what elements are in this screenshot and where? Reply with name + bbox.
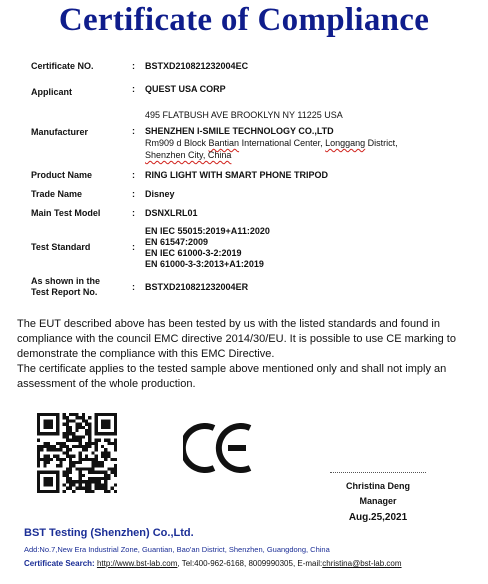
issuer-contact: Certificate Search: http://www.bst-lab.com, Tel:400-962-6168, 8009990305, E-mail:christina@bst-lab.com [24,559,402,568]
colon: : [132,61,135,71]
test-standard-item: EN IEC 55015:2019+A11:2020 [145,226,270,236]
signature-line [330,472,426,473]
test-report-value: BSTXD210821232004ER [145,282,249,292]
colon: : [132,208,135,218]
certificate-search-label: Certificate Search: [24,559,95,568]
product-name-value: RING LIGHT WITH SMART PHONE TRIPOD [145,170,328,180]
main-test-model-value: DSNXLRL01 [145,208,198,218]
colon: : [132,242,135,252]
test-report-label-line1: As shown in the [31,276,101,286]
test-standard-item: EN 61000-3-3:2013+A1:2019 [145,259,264,269]
test-standard-label: Test Standard [31,242,91,252]
certificate-no-label: Certificate NO. [31,61,94,71]
colon: : [132,282,135,292]
issuer-address: Add:No.7,New Era Industrial Zone, Guantian, Bao'an District, Shenzhen, Guangdong, China [24,545,330,554]
manufacturer-address-line2: Shenzhen City, China [145,150,232,160]
colon: : [132,126,135,136]
qr-code-icon [37,413,117,493]
applicant-value: QUEST USA CORP [145,84,226,94]
certificate-no-value: BSTXD210821232004EC [145,61,249,71]
signatory-name: Christina Deng [345,481,410,491]
main-test-model-label: Main Test Model [31,208,101,218]
website-link[interactable]: http://www.bst-lab.com [96,559,178,568]
trade-name-value: Disney [145,189,175,199]
applicant-address: 495 FLATBUSH AVE BROOKLYN NY 11225 USA [145,110,343,120]
statement-paragraph: The certificate applies to the tested sample above mentioned only and shall not imply an assessment of the whole production. [17,363,447,390]
ce-mark-icon [183,420,257,476]
manufacturer-label: Manufacturer [31,127,89,137]
signatory-role: Manager [359,496,397,506]
product-name-label: Product Name [31,170,93,180]
compliance-statement [17,317,473,392]
test-standard-item: EN IEC 61000-3-2:2019 [145,248,242,258]
contact-tel: Tel:400-962-6168, 8009990305, E-mail: [181,559,323,568]
colon: : [132,189,135,199]
colon: : [132,84,135,94]
colon: : [132,170,135,180]
issue-date: Aug.25,2021 [348,512,408,523]
test-standard-item: EN 61547:2009 [145,237,209,247]
applicant-label: Applicant [31,87,73,97]
email-link[interactable]: christina@bst-lab.com [322,559,402,568]
issuer-company: BST Testing (Shenzhen) Co.,Ltd. [24,527,194,539]
manufacturer-address-line1: Rm909 d Block Bantian International Center, Longgang District, [145,138,398,148]
trade-name-label: Trade Name [31,189,83,199]
statement-paragraph: The EUT described above has been tested by us with the listed standards and found in compliance with the council EMC directive 2014/30/EU. It is possible to use CE marking to demonstrate the compliance with this EMC Directive. [17,318,456,360]
certificate-title: Certificate of Compliance [58,2,430,38]
test-report-label-line2: Test Report No. [31,287,98,297]
manufacturer-value: SHENZHEN I-SMILE TECHNOLOGY CO.,LTD [145,126,334,136]
